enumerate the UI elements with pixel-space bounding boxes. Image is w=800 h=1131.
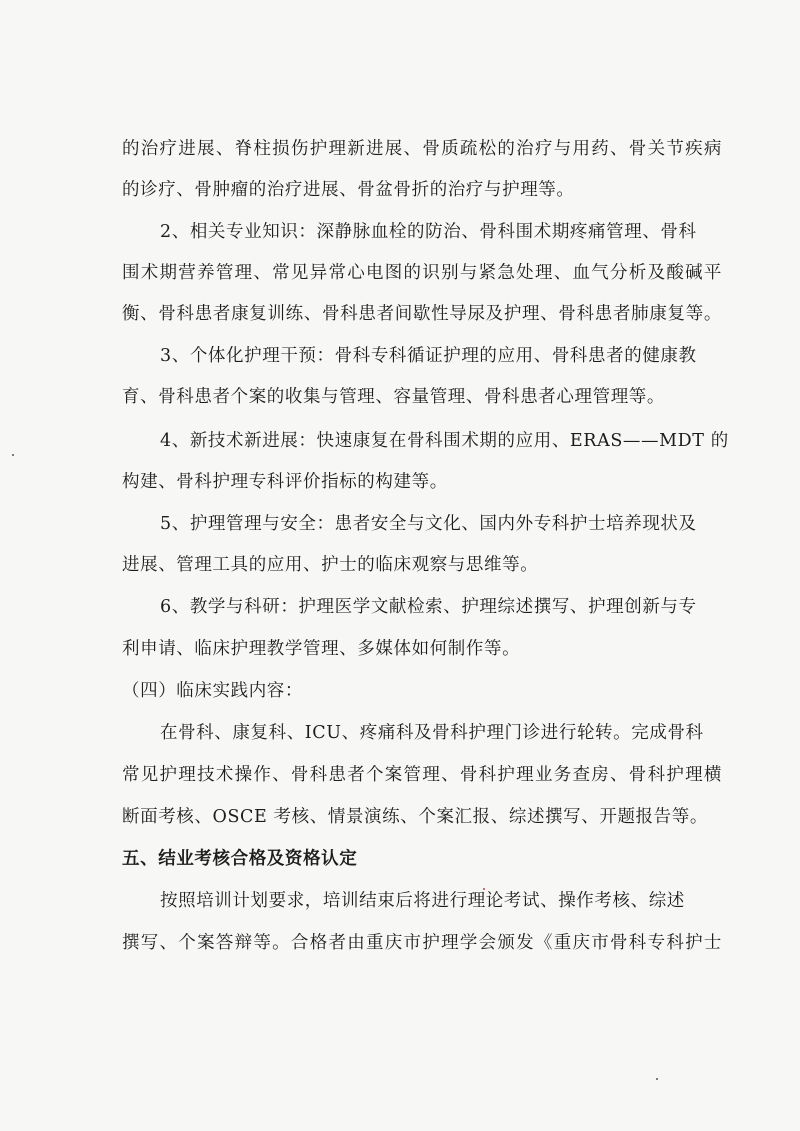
text-line: 进展、管理工具的应用、护士的临床观察与思维等。	[122, 555, 539, 575]
text-line: 4、新技术新进展：快速康复在骨科围术期的应用、ERAS——MDT 的	[160, 431, 729, 451]
text-line: 利申请、临床护理教学管理、多媒体如何制作等。	[122, 639, 521, 659]
text-line: 按照培训计划要求，培训结束后将进行理论考试、操作考核、综述	[160, 891, 685, 911]
text-line: 断面考核、OSCE 考核、情景演练、个案汇报、综述撰写、开题报告等。	[122, 807, 708, 827]
text-line: 构建、骨科护理专科评价指标的构建等。	[122, 472, 448, 492]
text-line: 5、护理管理与安全：患者安全与文化、国内外专科护士培养现状及	[160, 514, 697, 534]
scan-speck	[656, 1078, 658, 1080]
section-subheading: （四）临床实践内容：	[122, 681, 303, 701]
text-line: 围术期营养管理、常见异常心电图的识别与紧急处理、血气分析及酸碱平	[122, 263, 722, 283]
text-line: 在骨科、康复科、ICU、疼痛科及骨科护理门诊进行轮转。完成骨科	[160, 723, 704, 743]
text-line: 3、个体化护理干预：骨科专科循证护理的应用、骨科患者的健康教	[160, 346, 697, 366]
text-line: 常见护理技术操作、骨科患者个案管理、骨科护理业务查房、骨科护理横	[122, 765, 722, 785]
section-heading: 五、结业考核合格及资格认定	[122, 849, 358, 869]
text-line: 衡、骨科患者康复训练、骨科患者间歇性导尿及护理、骨科患者肺康复等。	[122, 304, 722, 324]
text-line: 的治疗进展、脊柱损伤护理新进展、骨质疏松的治疗与用药、骨关节疾病	[122, 139, 722, 159]
text-line: 育、骨科患者个案的收集与管理、容量管理、骨科患者心理管理等。	[122, 387, 665, 407]
text-line: 2、相关专业知识：深静脉血栓的防治、骨科围术期疼痛管理、骨科	[160, 222, 697, 242]
text-line: 撰写、个案答辩等。合格者由重庆市护理学会颁发《重庆市骨科专科护士	[122, 933, 722, 953]
scan-speck	[483, 888, 485, 890]
scan-speck	[12, 454, 14, 456]
text-line: 的诊疗、骨肿瘤的治疗进展、骨盆骨折的治疗与护理等。	[122, 180, 575, 200]
text-line: 6、教学与科研：护理医学文献检索、护理综述撰写、护理创新与专	[160, 597, 697, 617]
